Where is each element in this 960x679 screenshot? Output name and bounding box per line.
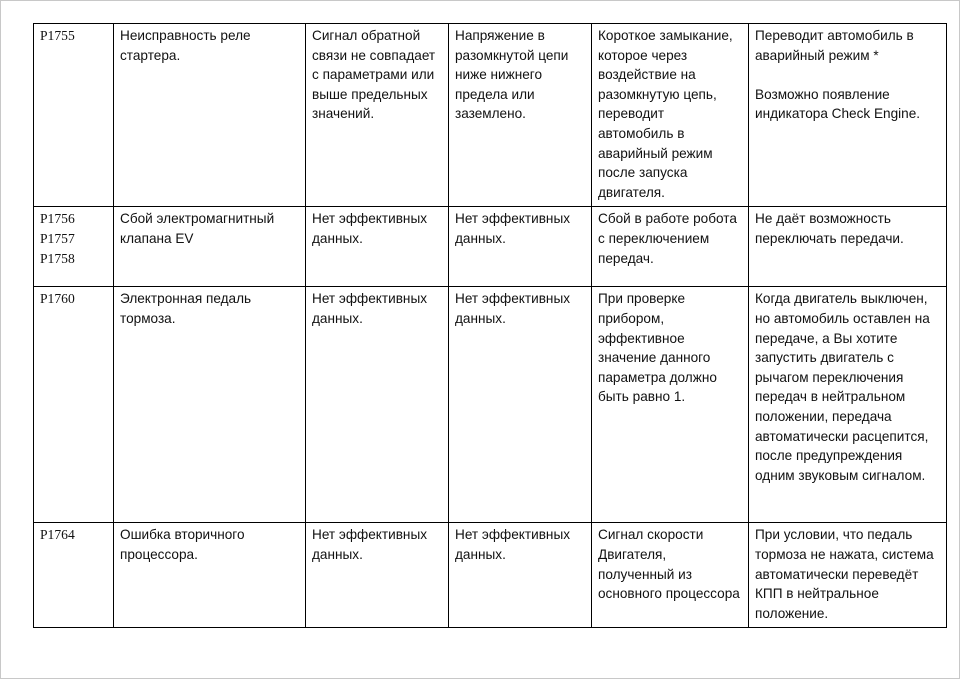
condition-cell: Нет эффективных данных. [449, 287, 592, 523]
condition-cell: Нет эффективных данных. [449, 523, 592, 628]
note-cell: Не даёт возможность переключать передачи. [749, 207, 947, 287]
error-code: P1758 [40, 250, 75, 266]
description-cell: Электронная педаль тормоза. [114, 287, 306, 523]
error-code: P1760 [40, 291, 75, 307]
error-code-cell [34, 287, 114, 523]
condition-cell: Нет эффективных данных. [306, 207, 449, 287]
note-text: Возможно появление индикатора Check Engine. [755, 86, 921, 122]
note-cell [749, 24, 947, 207]
effect-cell: Сигнал скорости Двигателя, полученный из основного процессора [592, 523, 749, 628]
error-code-cell [34, 207, 114, 287]
error-code-cell [34, 24, 114, 207]
paragraph-gap [755, 65, 940, 85]
table-row [34, 207, 947, 287]
effect-cell: При проверке прибором, эффективное значение данного параметра должно быть равно 1. [592, 287, 749, 523]
effect-cell: Короткое замыкание, которое через воздействие на разомкнутую цепь, переводит автомобиль в аварийный режим после запуска двигателя. [592, 24, 749, 207]
table-row [34, 523, 947, 628]
condition-cell: Напряжение в разомкнутой цепи ниже нижнего предела или заземлено. [449, 24, 592, 207]
error-code: P1757 [40, 230, 75, 246]
condition-cell: Нет эффективных данных. [306, 523, 449, 628]
table-row [34, 287, 947, 523]
description-cell: Сбой электромагнитный клапана EV [114, 207, 306, 287]
note-text: Переводит автомобиль в аварийный режим * [755, 28, 914, 63]
condition-cell: Сигнал обратной связи не совпадает с параметрами или выше предельных значений. [306, 24, 449, 207]
description-cell: Ошибка вторичного процессора. [114, 523, 306, 628]
table-row [34, 24, 947, 207]
note-cell: Когда двигатель выключен, но автомобиль оставлен на передаче, а Вы хотите запустить двигатель с рычагом переключения передач в нейтральном положении, передача автоматически расцепится, после предупреждения одним звуковым сигналом. [749, 287, 947, 523]
error-code: P1756 [40, 211, 75, 227]
effect-cell: Сбой в работе робота с переключением передач. [592, 207, 749, 287]
error-code-cell [34, 523, 114, 628]
error-code: P1755 [40, 28, 75, 43]
condition-cell: Нет эффективных данных. [449, 207, 592, 287]
description-cell: Неисправность реле стартера. [114, 24, 306, 207]
error-codes-table [33, 23, 947, 628]
error-code: P1764 [40, 527, 75, 543]
note-cell: При условии, что педаль тормоза не нажата, система автоматически переведёт КПП в нейтральное положение. [749, 523, 947, 628]
condition-cell: Нет эффективных данных. [306, 287, 449, 523]
